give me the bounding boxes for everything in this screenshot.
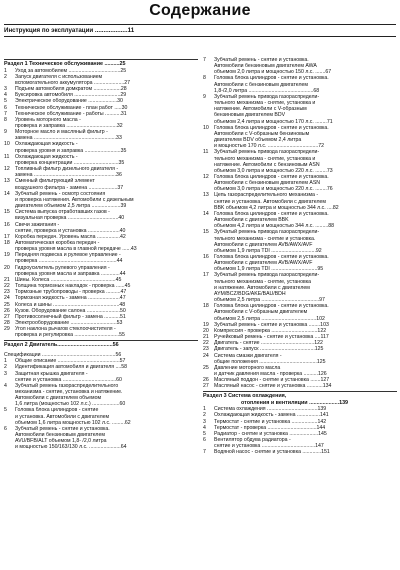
entry-text: Автомобили с двигателем BBK xyxy=(214,217,289,224)
section-heading xyxy=(4,59,198,68)
toc-entry xyxy=(203,75,397,93)
entry-number: 1 xyxy=(4,358,7,365)
entry-number: 22 xyxy=(4,283,10,290)
entry-number: 14 xyxy=(4,190,10,197)
entry-text: Автомобили бензиновым двигателем AWA xyxy=(214,63,317,70)
entry-number: 12 xyxy=(203,173,209,180)
entry-number: 16 xyxy=(4,221,10,228)
entry-number: 24 xyxy=(203,352,209,359)
entry-number: 26 xyxy=(203,377,209,384)
entry-text: Двигатель - запуск ......................................125 xyxy=(214,346,324,353)
entry-text: проверка уровня масла и заправка .............44 xyxy=(15,270,126,277)
entry-text: Охлаждающая жидкость - xyxy=(15,141,78,148)
entry-text: Система смазки двигателя - xyxy=(214,352,282,359)
toc-entry xyxy=(4,383,198,408)
entry-number: 6 xyxy=(203,436,206,443)
entry-text: Техническое обслуживание - план работ .....30 xyxy=(15,104,128,111)
entry-number: 8 xyxy=(203,75,206,82)
entry-text: Зубчатый ремень газораспределительного xyxy=(15,382,119,389)
lead-divider xyxy=(4,36,396,37)
toc-entry xyxy=(4,209,198,221)
toc-entry xyxy=(203,272,397,303)
entry-number: 15 xyxy=(4,209,10,216)
entry-text: снятие и установка. Автомобили с двигателем xyxy=(214,198,326,205)
entry-text: объемом 2,5 литра ........................................97 xyxy=(214,297,325,304)
entry-number: 2 xyxy=(4,73,7,80)
entry-text: объемом 1,9 литра TDI ................................95 xyxy=(214,266,324,273)
toc-entry xyxy=(203,174,397,192)
entry-text: Автомобили с двигателем AVB/AWX/AVF xyxy=(214,260,313,267)
entry-text: Система выпуска отработавших газов - xyxy=(15,209,110,216)
toc-entry xyxy=(4,371,198,383)
entry-number: 24 xyxy=(4,295,10,302)
entry-text: общие положения ........................................125 xyxy=(214,358,326,365)
entry-number: 11 xyxy=(4,153,10,160)
page-title: Содержание xyxy=(149,2,251,19)
entry-number: 15 xyxy=(203,229,209,236)
entry-text: Электрическое оборудование ....................30 xyxy=(15,98,123,105)
entry-text: Коробка передач. Уровень масла ................42 xyxy=(15,233,126,240)
entry-text: объемом 1,9 литра TDI ...............................92 xyxy=(214,247,322,254)
entry-text: AYM/BCZ/BDG/AKE/BAU/BDH xyxy=(214,290,286,297)
entry-number: 27 xyxy=(203,383,209,390)
entry-text: Компрессия - проверка ................................122 xyxy=(214,327,327,334)
entry-text: замена .........................................................33 xyxy=(15,135,122,142)
entry-number: 3 xyxy=(4,370,7,377)
entry-text: воздушного фильтра - замена ....................37 xyxy=(15,184,124,191)
toc-entry xyxy=(203,192,397,210)
entry-text: Тормозная жидкость - замена ......................47 xyxy=(15,295,126,302)
entry-text: натяжение. Автомобили с бензиновым ASN xyxy=(214,161,320,168)
entry-text: объемом 2,0 литра и мощностью 150 л.с. .......67 xyxy=(214,69,332,76)
entry-text: и установка. Автомобили с двигателем xyxy=(15,413,110,420)
entry-text: Автоматическая коробка передач - xyxy=(15,239,100,246)
toc-entry xyxy=(203,229,397,254)
entry-text: тельного механизма - снятие и установка. xyxy=(214,235,316,242)
entry-text: Зубчатый ремень - снятие и установка ........103 xyxy=(214,321,329,328)
entry-text: Сменный фильтрующий элемент xyxy=(15,178,95,185)
entry-text: Система охлаждения ...................................139 xyxy=(214,406,327,413)
entry-text: Гидроусилитель рулевого управления - xyxy=(15,264,110,271)
entry-number: 6 xyxy=(4,425,7,432)
entry-text: Головка блока цилиндров - снятие и установка. xyxy=(214,75,329,82)
entry-text: 1,6 литра (мощностью 102 л.с.) ...................60 xyxy=(15,401,126,408)
entry-text: и проверка натяжения. Автомобили с дизельным xyxy=(15,196,134,203)
toc-entry xyxy=(203,353,397,365)
entry-number: 13 xyxy=(203,192,209,199)
entry-text: Автомобили с V-образным бензиновым xyxy=(214,130,310,137)
entry-text: проверка уровня и заправка .........................35 xyxy=(15,147,127,154)
entry-text: проверка уровня масла в главной передаче ......43 xyxy=(15,246,137,253)
entry-text: и мощностью 150/163/130 л.с. ......................64 xyxy=(15,444,127,451)
entry-text: Ручейковый ремень - снятие и установка ....117 xyxy=(214,334,329,341)
entry-text: снятие и установка .....................................60 xyxy=(15,376,122,383)
entry-number: 1 xyxy=(203,406,206,413)
entry-number: 19 xyxy=(203,321,209,328)
entry-text: AVU/BFB/ALT объемом 1,8- /2,0 литра xyxy=(15,438,107,445)
entry-text: вспомогательного аккумулятора .....................27 xyxy=(15,79,131,86)
entry-text: 1,8-/2,0 литра .............................................68 xyxy=(214,87,320,94)
entry-number: 8 xyxy=(4,116,7,123)
entry-text: Термостат - снятие и установка ..................142 xyxy=(214,418,327,425)
entry-text: Угол наклона рычагов стеклоочистителя - xyxy=(15,326,116,333)
entry-text: тельного механизма - снятие, установка xyxy=(214,278,311,285)
entry-text: объемом 2,4 литра и мощностью 170 л.с. ........71 xyxy=(214,118,333,125)
entry-number: 28 xyxy=(4,320,10,326)
entry-text: объемом 4,2 литра и мощностью 344 л.с. .........88 xyxy=(214,223,335,230)
entry-number: 17 xyxy=(203,272,209,279)
entry-text: объемом 1,6 литра мощностью 102 л.с. .........62 xyxy=(15,419,131,426)
entry-text: Подъем автомобиля домкратом ...................28 xyxy=(15,86,127,93)
entry-number: 9 xyxy=(4,129,7,136)
toc-entry xyxy=(203,211,397,229)
entry-text: Топливный фильтр дизельного двигателя - xyxy=(15,166,119,173)
entry-text: двигателем BDV объемом 2,4 литра xyxy=(214,137,302,144)
entry-number: 21 xyxy=(4,276,10,283)
entry-text: объемом 3,0 литра и мощностью 220 л.с. ........76 xyxy=(214,186,333,193)
entry-number: 23 xyxy=(4,289,10,296)
toc-entry xyxy=(4,407,198,425)
entry-text: натяжение. Автомобили с V-образным xyxy=(214,106,307,113)
toc-entry xyxy=(203,437,397,449)
entry-text: BBK объемом 4,2 литра и мощностью 344 л.с. ....82 xyxy=(214,204,339,211)
section-heading xyxy=(4,340,198,349)
entry-text: Противосолнечный фильтр - замена ...........51 xyxy=(15,313,126,320)
entry-text: и мощностью 170 л.с. ...................................72 xyxy=(214,143,325,150)
lead-entry: Инструкция по эксплуатации ...................11 xyxy=(4,27,135,34)
entry-number: 2 xyxy=(203,412,206,419)
entry-text: и натяжение. Автомобили с двигателем xyxy=(214,284,310,291)
entry-text: Зубчатый ремень - осмотр состояния xyxy=(15,190,106,197)
toc-entry xyxy=(203,254,397,272)
entry-text: Техническое обслуживание - работы ...........31 xyxy=(15,110,127,117)
entry-text: тельного механизма - снятие, установка и xyxy=(214,100,316,107)
entry-text: Автомобили с двигателем объемом xyxy=(15,395,102,402)
entry-text: Вентилятор обдува радиатора - xyxy=(214,436,291,443)
entry-text: Раздел 2 Двигатель.....................................56 xyxy=(4,342,119,349)
entry-number: 18 xyxy=(4,239,10,246)
entry-text: и датчик давления масла - проверка ..........126 xyxy=(214,370,327,377)
entry-number: 6 xyxy=(4,104,7,111)
entry-text: проверка и регулировка ...............................55 xyxy=(15,332,125,339)
entry-text: Шины. Колеса .............................................45 xyxy=(15,276,122,283)
toc-entry xyxy=(4,191,198,209)
entry-text: Головка блока цилиндров - снятие и установка. xyxy=(214,173,329,180)
entry-text: Масляный поддон - снятие и установка .......127 xyxy=(214,377,330,384)
toc-entry xyxy=(4,252,198,264)
entry-text: визуальная проверка ...................................40 xyxy=(15,215,125,222)
toc-entry xyxy=(4,141,198,153)
toc-entry xyxy=(4,74,198,86)
entry-text: проверка концентрации ...............................35 xyxy=(15,159,125,166)
entry-number: 4 xyxy=(4,382,7,389)
entry-text: Головка блока цилиндров - снятие и установка. xyxy=(214,254,329,260)
entry-text: Запуск двигателя с использованием xyxy=(15,73,103,80)
entry-text: Цепь газораспределительного механизма - xyxy=(214,192,319,199)
entry-text: тельного механизма - снятие, установка и xyxy=(214,155,316,162)
entry-number: 20 xyxy=(4,264,10,271)
entry-number: 17 xyxy=(4,233,10,240)
entry-text: Зубчатый ремень привода газораспредели- xyxy=(214,149,320,156)
entry-number: 27 xyxy=(4,313,10,320)
entry-number: 12 xyxy=(4,166,10,173)
entry-text: Тормозные трубопроводы - проверка ..........47 xyxy=(15,289,127,296)
entry-text: Автомобили с V-образным двигателем xyxy=(214,309,308,316)
entry-text: Масляный насос - снятие и установка ...........134 xyxy=(214,383,332,390)
entry-number: 25 xyxy=(203,364,209,371)
entry-number: 23 xyxy=(203,346,209,353)
entry-text: Головка блока цилиндров - снятие и установка. xyxy=(214,210,329,217)
entry-text: Давление моторного масла xyxy=(214,364,281,371)
entry-text: Охлаждающая жидкость - замена ................141 xyxy=(214,412,329,419)
toc-entry xyxy=(4,240,198,252)
entry-number: 21 xyxy=(203,334,209,341)
entry-text: Автомобили с бензиновым двигателем ASN xyxy=(214,180,321,187)
entry-text: замена .........................................................36 xyxy=(15,172,122,179)
toc-entry xyxy=(203,57,397,75)
entry-number: 3 xyxy=(4,86,7,93)
entry-number: 9 xyxy=(203,93,206,100)
entry-number: 16 xyxy=(203,254,209,260)
entry-number: 1 xyxy=(4,67,7,74)
section-heading xyxy=(203,391,397,400)
entry-number: 7 xyxy=(4,110,7,117)
toc-entry xyxy=(4,117,198,129)
toc-entry xyxy=(4,426,198,451)
toc-entry xyxy=(4,129,198,141)
entry-text: Моторное масло и масляный фильтр - xyxy=(15,129,108,136)
entry-text: проверка ......................................................44 xyxy=(15,258,123,265)
entry-number: 3 xyxy=(203,418,206,425)
toc-entry xyxy=(4,265,198,277)
entry-text: Уровень моторного масла - xyxy=(15,116,81,123)
entry-text: Передняя подвеска и рулевое управление - xyxy=(15,252,121,259)
entry-text: Раздел 3 Система охлаждения, xyxy=(203,393,287,400)
entry-number: 10 xyxy=(4,141,10,148)
entry-text: двигателем объемом 2,5 литра ....................39 xyxy=(15,203,127,210)
entry-text: Двигатель - снятие .....................................122 xyxy=(214,340,323,347)
toc-entry xyxy=(203,94,397,125)
toc-entry xyxy=(203,383,397,389)
entry-number: 7 xyxy=(203,449,206,456)
entry-text: Автомобили с бензиновым двигателем xyxy=(214,81,308,88)
entry-text: объемом 3,0 литра и мощностью 220 л.с. ........73 xyxy=(214,167,333,174)
entry-number: 29 xyxy=(4,326,10,333)
entry-text: снятие, проверка и установка ......................40 xyxy=(15,227,126,234)
entry-text: Зубчатый ремень - снятие и установка. xyxy=(15,425,110,432)
entry-text: механизма - снятие, установка и натяжение. xyxy=(15,389,123,395)
toc-entry xyxy=(203,449,397,455)
entry-text: Головка блока цилиндров - снятие xyxy=(15,407,99,414)
entry-text: Толщина тормозных накладок - проверка ......45 xyxy=(15,283,131,290)
entry-text: бензиновым двигателем BDV xyxy=(214,112,286,119)
toc-left-column xyxy=(4,57,198,451)
entry-number: 2 xyxy=(4,364,7,371)
entry-text: Радиатор - снятие и установка ....................145 xyxy=(214,430,327,437)
entry-text: Головка блока цилиндров - снятие и установка. xyxy=(214,124,329,131)
entry-text: Автомобили с двигателем AVB/AWX/AVF xyxy=(214,241,313,248)
toc-entry xyxy=(4,154,198,166)
toc-entry xyxy=(203,149,397,174)
entry-number: 14 xyxy=(203,210,209,217)
entry-number: 5 xyxy=(4,98,7,105)
toc-entry xyxy=(4,178,198,190)
entry-number: 20 xyxy=(203,327,209,334)
toc-entry xyxy=(4,222,198,234)
entry-number: 26 xyxy=(4,307,10,314)
toc-entry xyxy=(4,326,198,338)
entry-text: Зубчатый ремень привода газораспредели- xyxy=(214,272,320,279)
entry-text: Защитная крышка двигателя - xyxy=(15,370,88,377)
entry-text: Идентификация автомобиля и двигателя ....58 xyxy=(15,364,128,371)
entry-number: 4 xyxy=(203,424,206,431)
entry-text: Зубчатый ремень - снятие и установка. xyxy=(214,57,309,63)
entry-text: Кузов. Оборудование салона .......................50 xyxy=(15,307,126,314)
entry-text: Автомобили бензиновым двигателем xyxy=(15,432,105,439)
entry-number: 5 xyxy=(203,430,206,437)
entry-text: Зубчатый ремень привода газораспредели- xyxy=(214,229,320,236)
toc-entry xyxy=(203,365,397,377)
entry-number: 13 xyxy=(4,178,10,185)
entry-number: 11 xyxy=(203,149,209,156)
entry-text: Колеса и шины ..............................................48 xyxy=(15,301,126,308)
entry-text: Охлаждающая жидкость - xyxy=(15,153,78,160)
entry-number: 4 xyxy=(4,92,7,99)
entry-text: объемом 2,5 литра ......................................102 xyxy=(214,315,325,322)
entry-text: Раздел 1 Техническое обслуживание ..........25 xyxy=(4,61,126,67)
entry-text: Зубчатый ремень привода газораспредели- xyxy=(214,93,320,100)
entry-text: Спецификации ...................................................56 xyxy=(4,352,122,359)
toc-entry xyxy=(4,166,198,178)
entry-number: 10 xyxy=(203,124,209,131)
entry-text: Водяной насос - снятие и установка .............151 xyxy=(214,449,330,456)
entry-number: 25 xyxy=(4,301,10,308)
entry-number: 7 xyxy=(203,57,206,63)
entry-number: 19 xyxy=(4,252,10,259)
entry-text: Электрооборудование ................................53 xyxy=(15,320,123,326)
entry-number: 18 xyxy=(203,303,209,310)
entry-text: проверка и заправка ...................................32 xyxy=(15,123,123,129)
entry-text: Общие описание ...........................................57 xyxy=(15,358,126,365)
entry-text: Буксировка автомобиля ................................29 xyxy=(15,92,127,99)
entry-text: отопления и вентиляции ....................139 xyxy=(241,400,349,407)
entry-number: 5 xyxy=(4,407,7,414)
entry-number: 22 xyxy=(203,340,209,347)
entry-text: снятие и установка .....................................147 xyxy=(214,443,324,450)
title-divider xyxy=(4,24,396,25)
entry-text: Головка блока цилиндров - снятие и установка. xyxy=(214,303,329,310)
toc-entry xyxy=(203,125,397,150)
entry-text: Уход за автомобилем ....................................25 xyxy=(15,67,127,74)
toc-entry xyxy=(203,303,397,321)
toc-right-column xyxy=(203,57,397,455)
entry-text: Свечи зажигания - xyxy=(15,221,60,228)
entry-text: Термостат - проверка ..................................144 xyxy=(214,424,326,431)
